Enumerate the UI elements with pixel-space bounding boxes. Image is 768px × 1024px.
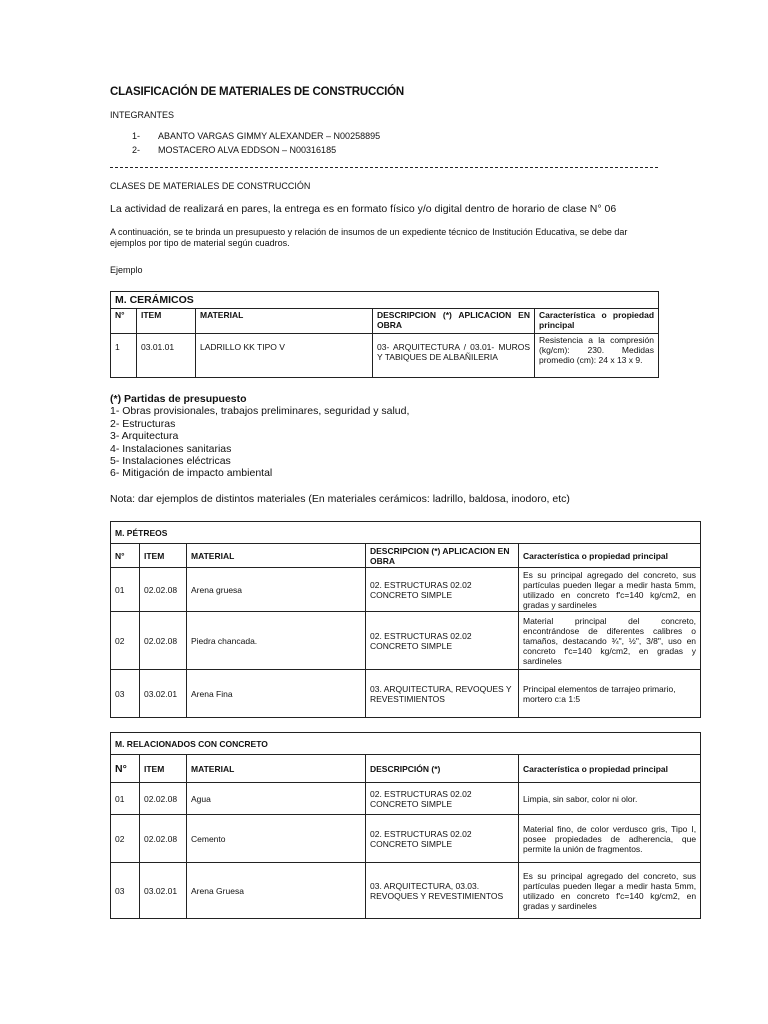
member-name: ABANTO VARGAS GIMMY ALEXANDER – N00258895: [158, 131, 381, 141]
cell-number: 02: [111, 612, 140, 670]
header-cell: DESCRIPCIÓN (*): [366, 755, 519, 783]
partidas-section: [110, 393, 409, 480]
cell-number: 01: [111, 783, 140, 815]
table-header-row: [111, 544, 701, 568]
nota-text: Nota: dar ejemplos de distintos materiales (En materiales cerámicos: ladrillo, baldosa, inodoro, etc): [110, 493, 570, 505]
cell-description: 03. ARQUITECTURA, 03.03. REVOQUES Y REVESTIMIENTOS: [366, 863, 519, 919]
header-cell: MATERIAL: [196, 309, 373, 334]
intro-text: A continuación, se te brinda un presupuesto y relación de insumos de un expediente técnico de Institución Educativa, se debe dar ejemplos por tipo de material según cuadros.: [110, 227, 628, 248]
member-name: MOSTACERO ALVA EDDSON – N00316185: [158, 145, 337, 155]
table-row: [111, 334, 659, 378]
table-row: [111, 863, 701, 919]
header-cell: Característica o propiedad principal: [519, 544, 701, 568]
header-cell: Característica o propiedad principal: [519, 755, 701, 783]
activity-text: La actividad de realizará en pares, la entrega es en formato físico y/o digital dentro de horario de clase N° 06: [110, 203, 617, 215]
cell-description: 03. ARQUITECTURA, REVOQUES Y REVESTIMIENTOS: [366, 670, 519, 718]
cell-number: 03: [111, 670, 140, 718]
table-row: [111, 815, 701, 863]
partida-item: 2- Estructuras: [110, 417, 176, 430]
member-number: 2-: [132, 145, 141, 155]
cell-item: 02.02.08: [140, 815, 187, 863]
header-cell: DESCRIPCION (*) APLICACION EN OBRA: [373, 309, 535, 334]
cell-item: 02.02.08: [140, 783, 187, 815]
cell-number: 03: [111, 863, 140, 919]
cell-description: 02. ESTRUCTURAS 02.02 CONCRETO SIMPLE: [366, 783, 519, 815]
cell-material: Arena gruesa: [187, 568, 366, 612]
cell-characteristic: Limpia, sin sabor, color ni olor.: [519, 783, 701, 815]
header-cell: MATERIAL: [187, 755, 366, 783]
header-cell: N°: [111, 309, 137, 334]
cell-characteristic: Material fino, de color verdusco gris, Tipo I, posee propiedades de adherencia, que permite la unión de fragmentos.: [519, 815, 701, 863]
header-cell: Característica o propiedad principal: [535, 309, 659, 334]
member-list: [132, 131, 380, 159]
partidas-heading: (*) Partidas de presupuesto: [110, 393, 247, 405]
table-row: [111, 783, 701, 815]
ceramicos-title: M. CERÁMICOS: [111, 292, 659, 309]
table-row: [111, 670, 701, 718]
integrantes-label: INTEGRANTES: [110, 110, 175, 120]
petreos-table: [110, 521, 701, 718]
cell-characteristic: Resistencia a la compresión (kg/cm): 230. Medidas promedio (cm): 24 x 13 x 9.: [535, 334, 659, 378]
cell-item: 03.02.01: [140, 863, 187, 919]
member-number: 1-: [132, 131, 141, 141]
header-cell: DESCRIPCION (*) APLICACION EN OBRA: [366, 544, 519, 568]
cell-item: 03.02.01: [140, 670, 187, 718]
cell-description: 02. ESTRUCTURAS 02.02 CONCRETO SIMPLE: [366, 815, 519, 863]
ejemplo-label: Ejemplo: [110, 265, 143, 275]
petreos-title: M. PÉTREOS: [111, 522, 701, 544]
cell-material: Cemento: [187, 815, 366, 863]
ceramicos-table: [110, 291, 659, 378]
cell-material: Arena Gruesa: [187, 863, 366, 919]
header-cell: N°: [111, 544, 140, 568]
cell-item: 03.01.01: [137, 334, 196, 378]
concreto-title: M. RELACIONADOS CON CONCRETO: [111, 733, 701, 755]
cell-item: 02.02.08: [140, 612, 187, 670]
member-item: [132, 131, 380, 145]
document-title: CLASIFICACIÓN DE MATERIALES DE CONSTRUCCIÓN: [110, 86, 405, 98]
partida-item: 5- Instalaciones eléctricas: [110, 455, 231, 468]
partida-item: 3- Arquitectura: [110, 430, 179, 443]
cell-characteristic: Principal elementos de tarrajeo primario, mortero c:a 1:5: [519, 670, 701, 718]
cell-description: 02. ESTRUCTURAS 02.02 CONCRETO SIMPLE: [366, 568, 519, 612]
cell-characteristic: Es su principal agregado del concreto, sus partículas pueden llegar a medir hasta 5mm, utilizado en concreto f'c=140 kg/cm2, en gradas y sardineles: [519, 568, 701, 612]
cell-number: 01: [111, 568, 140, 612]
partida-item: 1- Obras provisionales, trabajos preliminares, seguridad y salud,: [110, 405, 410, 418]
cell-number: 02: [111, 815, 140, 863]
member-item: [132, 145, 380, 159]
header-cell: MATERIAL: [187, 544, 366, 568]
header-cell: ITEM: [140, 544, 187, 568]
cell-characteristic: Es su principal agregado del concreto, sus partículas pueden llegar a medir hasta 5mm, utilizado en concreto f'c=140 kg/cm2, en gradas y sardineles: [519, 863, 701, 919]
table-row: [111, 612, 701, 670]
cell-material: Agua: [187, 783, 366, 815]
header-cell: ITEM: [140, 755, 187, 783]
table-row: [111, 568, 701, 612]
cell-item: 02.02.08: [140, 568, 187, 612]
partida-item: 6- Mitigación de impacto ambiental: [110, 467, 273, 480]
partida-item: 4- Instalaciones sanitarias: [110, 442, 232, 455]
cell-description: 03- ARQUITECTURA / 03.01- MUROS Y TABIQUES DE ALBAÑILERIA: [373, 334, 535, 378]
table-header-row: [111, 309, 659, 334]
cell-material: Piedra chancada.: [187, 612, 366, 670]
cell-number: 1: [111, 334, 137, 378]
cell-material: Arena Fina: [187, 670, 366, 718]
cell-description: 02. ESTRUCTURAS 02.02 CONCRETO SIMPLE: [366, 612, 519, 670]
concreto-table: [110, 732, 701, 919]
header-cell: N°: [111, 755, 140, 783]
header-cell: ITEM: [137, 309, 196, 334]
cell-material: LADRILLO KK TIPO V: [196, 334, 373, 378]
clases-heading: CLASES DE MATERIALES DE CONSTRUCCIÓN: [110, 181, 311, 191]
table-header-row: [111, 755, 701, 783]
dashed-divider: [110, 167, 658, 168]
cell-characteristic: Material principal del concreto, encontrándose de diferentes calibres o tamaños, destacando ¾", ½", 3/8", uso en concreto f'c=140 kg/cm2, en gradas y sardineles: [519, 612, 701, 670]
